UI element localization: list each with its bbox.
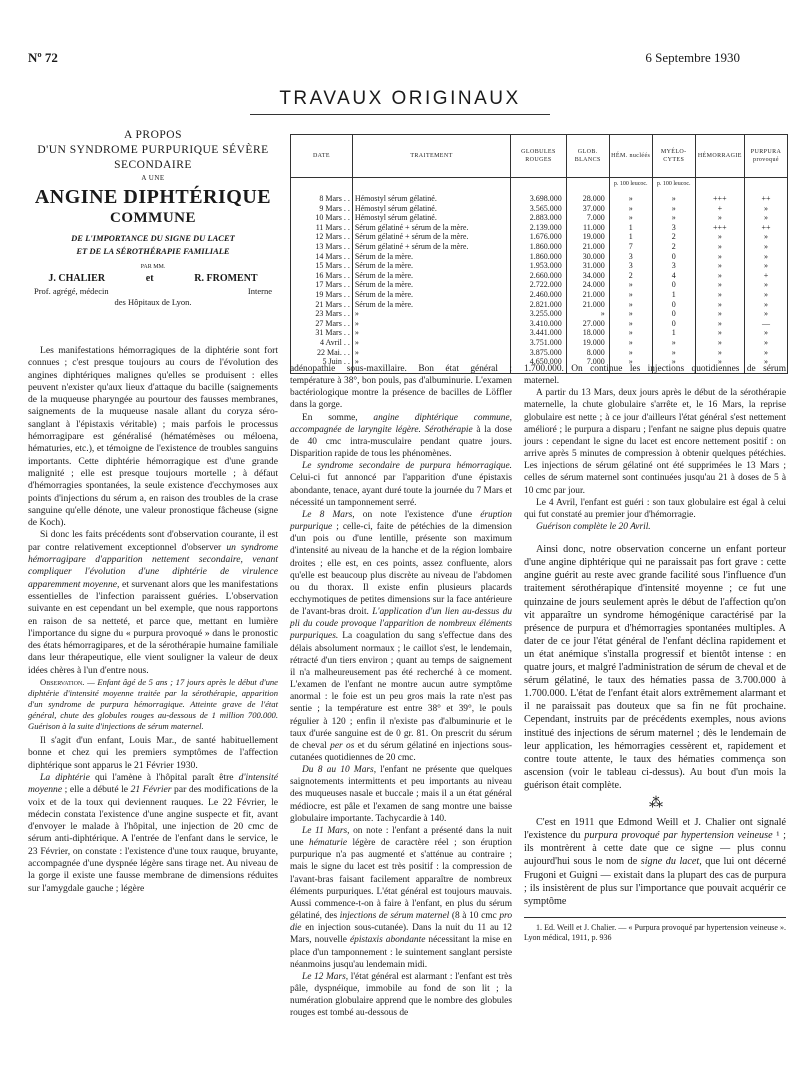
blood-count-table: [290, 134, 788, 374]
table-cell: »: [695, 348, 744, 358]
table-row: [291, 261, 787, 271]
table-cell: 2.660.000: [511, 271, 567, 281]
table-cell: 4 Avril . .: [291, 338, 352, 348]
table-cell: »: [763, 203, 768, 213]
table-cell: »: [352, 309, 510, 319]
subtitle-line-2: ET DE LA SÉROTHÉRAPIE FAMILIALE: [76, 246, 230, 256]
authors: [28, 273, 278, 284]
header-white-cells: GLOB. BLANCS: [566, 135, 609, 178]
table-row: [291, 232, 787, 242]
table-header-row: [291, 135, 787, 178]
table-cell: 3: [609, 261, 652, 271]
table-row: [291, 348, 787, 358]
table-cell: 10 Mars . .: [291, 213, 352, 223]
table-cell: Hémostyl sérum gélatiné.: [352, 213, 510, 223]
table-cell: »: [763, 241, 768, 251]
table-cell: 7: [609, 242, 652, 252]
title-line-3: SECONDAIRE: [114, 159, 192, 171]
title-commune: COMMUNE: [110, 210, 196, 226]
table-cell: »: [652, 194, 695, 204]
table-cell: »: [652, 338, 695, 348]
title-line-1: A PROPOS: [123, 129, 182, 141]
unit-myelocytes: p. 100 leucoc.: [652, 178, 695, 195]
table-cell: 2: [652, 242, 695, 252]
paragraph: Du 8 au 10 Mars, l'enfant ne présente que quelques saignotements intermittents et peu importants au niveau des muqueuses nasale et buccale ; mais il a un état général médiocre, est pâle et l'examen de sang montre une baisse globulaire importante. Tachycardie à 140.: [290, 765, 512, 824]
table-cell: »: [695, 242, 744, 252]
table-cell: »: [695, 213, 744, 223]
table-cell: »: [609, 290, 652, 300]
table-cell: »: [763, 309, 768, 319]
affiliation-1: Prof. agrégé, médecin: [34, 286, 109, 296]
paragraph: Guérison complète le 20 Avril.: [536, 522, 651, 533]
header-hemorrhage: HÉMORRAGIE: [695, 135, 744, 178]
table-cell: »: [566, 309, 609, 319]
table-cell: »: [695, 261, 744, 271]
table-cell: Sérum gélatiné + sérum de la mère.: [352, 232, 510, 242]
text-column-2: [290, 363, 512, 1019]
section-asterism: ⁂: [649, 795, 661, 811]
table-cell: 19.000: [566, 338, 609, 348]
table-cell: 19.000: [566, 232, 609, 242]
table-cell: 3.441.000: [511, 328, 567, 338]
table-cell: 28.000: [566, 194, 609, 204]
table-cell: 9 Mars . .: [291, 204, 352, 214]
table-cell: +: [695, 204, 744, 214]
observation-label: Observation.: [40, 677, 85, 688]
table-cell: 37.000: [566, 204, 609, 214]
table-cell: Sérum de la mère.: [352, 261, 510, 271]
table-cell: 24.000: [566, 280, 609, 290]
text-column-3: [524, 363, 786, 944]
article-title-block: [28, 128, 278, 308]
table-cell: »: [695, 309, 744, 319]
table-cell: 17 Mars . .: [291, 280, 352, 290]
table-row: [291, 300, 787, 310]
table-cell: 27.000: [566, 319, 609, 329]
table-cell: 3.875.000: [511, 348, 567, 358]
table-cell: Sérum gélatiné + sérum de la mère.: [352, 223, 510, 233]
table-cell: 1.676.000: [511, 232, 567, 242]
title-line-4: A UNE: [141, 174, 165, 182]
issue-date: 6 Septembre 1930: [645, 50, 740, 65]
title-rule: [250, 114, 550, 115]
table-cell: »: [763, 337, 768, 347]
table-cell: 2: [609, 271, 652, 281]
table-cell: Sérum de la mère.: [352, 280, 510, 290]
paragraph: Les manifestations hémorragiques de la diphtérie sont fort connues ; c'est presque toujours au cours de l'évolution des angines diphtériques malignes qu'elles se produisent : elles peuvent n'exister qu'aux lieux d'attaque du bacille (saignements de la muqueuse pharyngée au pourtour des fausses membranes, saignements de la muqueuse nasale allant du coryza séro-sanglant à l'épistaxis véritable) ; mais parfois le processus hémorragipare est généralisé (hématémèses ou méloena, hématuries, etc.), et témoigne de l'existence de troubles sanguins importants. Cette diphtérie hémorragique est d'une grande malignité ; elle est presque toujours mortelle ; à défaut d'hémorragies spontanées, la seule existence d'ecchymoses aux points d'injections du sérum a, en raison des troubles de la crase sanguine qu'elle dénote, une valeur pronostique fâcheuse (signe de Koch).: [28, 345, 278, 529]
table-cell: »: [652, 213, 695, 223]
table-cell: »: [763, 213, 768, 223]
table-cell: »: [609, 309, 652, 319]
table-cell: 3: [609, 252, 652, 262]
table-cell: 4: [652, 271, 695, 281]
table-cell: 8 Mars . .: [291, 194, 352, 204]
header-nucleated: HÉM. nucléés: [609, 135, 652, 178]
table-cell: 8.000: [566, 348, 609, 358]
table-cell: 7.000: [566, 213, 609, 223]
paragraph: Il s'agit d'un enfant, Louis Mar., de santé habituellement bonne et chez qui les premiers symptômes de l'affection diphtérique sont apparus le 21 Février 1930.: [28, 735, 278, 771]
table-cell: 27 Mars . .: [291, 319, 352, 329]
table-cell: 31.000: [566, 261, 609, 271]
paragraph: C'est en 1911 que Edmond Weill et J. Chalier ont signalé l'existence du purpura provoqué par hypertension veineuse ¹ ; ils montrèrent à cette date que ce signe — plus connu aujourd'hui sous le nom de signe du lacet, que lui ont décerné Frugoni et Guigni — existait dans la plupart des cas de purpura ; ils insistèrent de plus sur l'importance que pouvait acquérir ce symptôme: [524, 817, 786, 907]
table-cell: Sérum de la mère.: [352, 271, 510, 281]
table-cell: »: [609, 338, 652, 348]
table-cell: 3: [652, 261, 695, 271]
table-cell: »: [695, 232, 744, 242]
paragraph: adénopathie sous-maxillaire. Bon état général : température à 38°, bon pouls, pas d'albuminurie. L'examen bactériologique montre la présence de bacilles de Löffler dans la gorge.: [290, 364, 512, 411]
table-cell: 2.139.000: [511, 223, 567, 233]
table-row: [291, 213, 787, 223]
observation-summary: Observation. — Enfant âgé de 5 ans ; 17 jours après le début d'une diphtérie d'intensité moyenne traitée par la sérothérapie, apparition d'un syndrome de purpura hémorragique. Atteinte grave de l'état général, chute des globules rouges au-dessous de 1 million 700.000. Guérison à la suite d'injections de sérum maternel.: [28, 677, 278, 732]
table-cell: 0: [652, 280, 695, 290]
footnote: 1. Ed. Weill et J. Chalier. — « Purpura provoqué par hypertension veineuse ». Lyon médical, 1911, p. 936: [524, 922, 786, 943]
header-treatment: TRAITEMENT: [352, 135, 510, 178]
table-cell: »: [609, 213, 652, 223]
table-cell: 3.410.000: [511, 319, 567, 329]
table-cell: »: [352, 357, 510, 367]
table-row: [291, 223, 787, 233]
table-cell: 13 Mars . .: [291, 242, 352, 252]
table-row: [291, 204, 787, 214]
table-cell: 22 Mai. . .: [291, 348, 352, 358]
table-cell: 21 Mars . .: [291, 300, 352, 310]
table-cell: Hémostyl sérum gélatiné.: [352, 204, 510, 214]
paragraph: La diphtérie qui l'amène à l'hôpital paraît être d'intensité moyenne ; elle a débuté le 21 Février par des modifications de la voix et de la toux qui deviennent rauques. Le 22 Février, le médecin constata l'existence d'une angine suspecte et fit, avant d'envoyer le malade à l'hôpital, une injection de 20 cmc de sérum anti-diphtérique. A l'entrée de l'enfant dans le service, le 23 Février, on constate : l'existence d'une toux rauque, bruyante, accompagnée d'une dyspnée légère sans tirage net. Au niveau de la gorge il existe une fausse membrane de dimensions réduites sur l'amygdale gauche ; légère: [28, 771, 278, 894]
paragraph: En somme, angine diphtérique commune, accompagnée de laryngite légère. Sérothérapie à la dose de 40 cmc intra-musculaire pendant quatre jours. Disparition rapide de tous les phénomènes.: [290, 412, 512, 460]
affiliations: [28, 286, 278, 297]
unit-nucleated: p. 100 leucoc.: [609, 178, 652, 195]
table-cell: 2: [652, 232, 695, 242]
table-cell: 2.722.000: [511, 280, 567, 290]
table-cell: 1: [609, 232, 652, 242]
table-cell: »: [609, 319, 652, 329]
table-cell: Sérum de la mère.: [352, 300, 510, 310]
table-row: [291, 242, 787, 252]
table-cell: »: [609, 357, 652, 367]
table-cell: ++: [761, 222, 771, 232]
table-cell: »: [695, 280, 744, 290]
table-cell: »: [695, 319, 744, 329]
table-cell: +: [763, 270, 769, 280]
table-cell: »: [609, 328, 652, 338]
table-cell: 0: [652, 252, 695, 262]
section-title: TRAVAUX ORIGINAUX: [279, 88, 521, 109]
paragraph: Le 8 Mars, on note l'existence d'une éruption purpurique ; celle-ci, faite de pétéchies de la dimension d'un pois ou d'une lentille, présente son maximum d'intensité au niveau de la hanche et de la région lombaire droites ; elle est, en ces points, assez confluente, alors qu'elle est beaucoup plus discrète au niveau de l'abdomen ou du thorax. Il existe enfin plusieurs placards ecchymotiques de petites dimensions sur la face antérieure de l'avant-bras droit. L'application d'un lien au-dessus du pli du coude provoque l'apparition de nombreux éléments purpuriques. La coagulation du sang s'effectue dans des délais absolument normaux ; le caillot s'est, le lendemain, rétracté d'un tiers environ ; quant au temps de saignement il n'a malheureusement pas été recherché à ce moment. L'examen de l'enfant ne montre aucun autre symptôme anormal : le foie est un peu gros mais la rate n'est pas sentie ; la température est entre 38° et 39°, le pouls régulier à 120 ; enfin il n'existe pas d'albuminurie et le taux d'urée sanguine est de 0 gr. 81. On prescrit du sérum de cheval per os et du sérum gélatiné en injections sous-cutanées quotidiennes de 20 cmc.: [290, 509, 512, 763]
table-cell: »: [695, 338, 744, 348]
table-cell: »: [609, 194, 652, 204]
table-cell: Sérum de la mère.: [352, 290, 510, 300]
author-1: J. CHALIER: [48, 273, 106, 284]
table-row: [291, 328, 787, 338]
paragraph: Le 4 Avril, l'enfant est guéri : son taux globulaire est égal à celui qui fut constaté au premier jour d'hémorragie.: [524, 497, 786, 520]
table-cell: 30.000: [566, 252, 609, 262]
table-row: [291, 338, 787, 348]
paragraph: 1.700.000. On continue les injections quotidiennes de sérum maternel.: [524, 364, 786, 387]
table-cell: »: [763, 289, 768, 299]
table-cell: »: [763, 251, 768, 261]
table-units-row: [291, 178, 787, 195]
par-mm: PAR MM.: [140, 264, 166, 270]
table-cell: —: [761, 318, 770, 328]
table-cell: 1: [652, 328, 695, 338]
affiliation-1-line-2: des Hôpitaux de Lyon.: [114, 297, 192, 307]
table-cell: »: [352, 328, 510, 338]
paragraph: Le 12 Mars, l'état général est alarmant : l'enfant est très pâle, dyspnéique, immobile au fond de son lit ; la numération globulaire apprend que le nombre des globules rouges est tombé au-dessous de: [290, 971, 512, 1019]
table-row: [291, 252, 787, 262]
table-cell: 2.821.000: [511, 300, 567, 310]
table-cell: 18.000: [566, 328, 609, 338]
table-cell: 21.000: [566, 300, 609, 310]
table-cell: »: [609, 280, 652, 290]
subtitle-line-1: DE L'IMPORTANCE DU SIGNE DU LACET: [71, 233, 235, 243]
table-cell: »: [652, 348, 695, 358]
table-cell: Sérum gélatiné + sérum de la mère.: [352, 242, 510, 252]
table-cell: 15 Mars . .: [291, 261, 352, 271]
issue-number: Nº 72: [28, 50, 58, 65]
table-cell: 14 Mars . .: [291, 252, 352, 262]
text-column-1: [28, 345, 278, 895]
table-cell: 1: [609, 223, 652, 233]
table-cell: 5 Juin . .: [291, 357, 352, 367]
header-red-cells: GLOBULES ROUGES: [511, 135, 567, 178]
footnote-rule: [524, 917, 786, 918]
table-cell: 12 Mars . .: [291, 232, 352, 242]
table-cell: 11 Mars . .: [291, 223, 352, 233]
title-main: ANGINE DIPHTÉRIQUE: [34, 186, 272, 208]
header-myelocytes: MYÉLO-CYTES: [652, 135, 695, 178]
paragraph: Ainsi donc, notre observation concerne un enfant porteur d'une angine diphtérique qui ne paraissait pas fort grave : cette angine guérit au reste avec grande facilité sous l'influence d'un traitement sérothérapique d'intensité moyenne ; ce fut une quinzaine de jours seulement après le début de l'affection qu'on vit apparaître un syndrome hémogénique caractérisé par la présence de purpura et d'hémorragies spontanées multiples. A dater de ce jour l'état général de l'enfant déclina rapidement et un état anémique s'installa progressif et bientôt intense : en quatre jours, et malgré l'administration de sérum de cheval et de sérum gélatiné, le taux des hématies passa de 3.700.000 à 1.700.000. L'état de l'enfant était alors extrêmement alarmant et il ne paraissait pas douteux que sa fin ne fût prochaine. Cependant, instruits par de précédents exemples, nous avions institué des injections de sérum maternel ; dès le lendemain de leur application, les hémorragies cessèrent et, rapidement et contre toute attente, le taux des hématies commença son ascension (voir le tableau ci-dessus). Au bout d'un mois la guérison était complète.: [524, 544, 786, 791]
table-cell: »: [763, 232, 768, 242]
table-cell: 3.751.000: [511, 338, 567, 348]
header-date: DATE: [291, 135, 352, 178]
table-cell: 21.000: [566, 290, 609, 300]
table-cell: »: [763, 328, 768, 338]
table-cell: »: [763, 280, 768, 290]
table-cell: 1.860.000: [511, 252, 567, 262]
table-cell: 0: [652, 309, 695, 319]
table-cell: +++: [695, 194, 744, 204]
table-cell: 2.460.000: [511, 290, 567, 300]
table-cell: »: [652, 204, 695, 214]
table-cell: 0: [652, 300, 695, 310]
table-cell: »: [352, 348, 510, 358]
table-cell: 3.698.000: [511, 194, 567, 204]
table-cell: 3.255.000: [511, 309, 567, 319]
table-cell: »: [652, 357, 695, 367]
table-cell: »: [763, 347, 768, 357]
table-cell: Sérum de la mère.: [352, 252, 510, 262]
paragraph: Le syndrome secondaire de purpura hémorragique. Celui-ci fut annoncé par l'apparition d'une épistaxis abondante, tenace, ayant duré toute la journée du 7 Mars et nécessité un tamponnement serré.: [290, 461, 512, 508]
table-cell: 31 Mars . .: [291, 328, 352, 338]
table-cell: 3.565.000: [511, 204, 567, 214]
table-row: [291, 290, 787, 300]
table-row: [291, 309, 787, 319]
table-cell: »: [695, 252, 744, 262]
paragraph: Le 11 Mars, on note : l'enfant a présenté dans la nuit une hématurie légère de caractère réel ; son éruption purpurique n'a pas augmenté et s'atténue au contraire ; mais le signe du lacet est très positif : la compression de l'avant-bras faisant facilement apparaître de nombreux éléments purpuriques. L'état général est toujours mauvais. Aussi commence-t-on à faire à l'enfant, en plus du sérum gélatiné, des injections de sérum maternel (8 à 10 cmc pro die en injection sous-cutanée). Dans la nuit du 11 au 12 Mars, nouvelle épistaxis abondante nécessitant la mise en place d'un tamponnement : le suintement sanglant persiste néanmoins jusqu'au lendemain midi.: [290, 825, 513, 970]
table-cell: ++: [761, 194, 771, 203]
table-cell: »: [695, 328, 744, 338]
table-cell: 4.650.000: [511, 357, 567, 367]
table-cell: 7.000: [566, 357, 609, 367]
table-cell: 1.860.000: [511, 242, 567, 252]
table-cell: 19 Mars . .: [291, 290, 352, 300]
paragraph: Si donc les faits précédents sont d'observation courante, il est par contre relativement exceptionnel d'observer un syndrome hémorragipare d'apparition nettement secondaire, venant compliquer l'évolution d'une diphtérie de virulence apparemment moyenne, et survenant alors que les manifestations essentielles de l'infection paraissent guéries. L'observation suivante en est cependant un bel exemple, que nous rapportons en raison de sa netteté, et parce que, mettant en lumière l'importance du signe du « purpura provoqué » dans le pronostic des états hémorragipares, et de la sérothérapie humaine familiale dans leur thérapeutique, elle vient souligner la valeur de deux idées chères à l'un d'entre nous.: [28, 529, 278, 676]
table-cell: 23 Mars . .: [291, 309, 352, 319]
author-separator: et: [145, 273, 154, 284]
table-cell: 0: [652, 319, 695, 329]
table-cell: 16 Mars . .: [291, 271, 352, 281]
table-cell: »: [695, 357, 744, 367]
table-cell: »: [695, 290, 744, 300]
table-row: [291, 280, 787, 290]
table-cell: »: [352, 338, 510, 348]
table-row: [291, 319, 787, 329]
table-cell: »: [609, 204, 652, 214]
table-cell: 1: [652, 290, 695, 300]
table-cell: »: [763, 299, 768, 309]
table-cell: 34.000: [566, 271, 609, 281]
table-cell: »: [352, 319, 510, 329]
table-cell: »: [763, 261, 768, 271]
table-row: [291, 271, 787, 281]
table-cell: Hémostyl sérum gélatiné.: [352, 194, 510, 204]
table-row: [291, 194, 787, 204]
table-cell: »: [609, 348, 652, 358]
table-cell: 3: [652, 223, 695, 233]
table-cell: »: [695, 300, 744, 310]
author-2: R. FROMENT: [194, 273, 258, 284]
table-cell: 1.953.000: [511, 261, 567, 271]
affiliation-2: Interne: [247, 286, 272, 296]
table-cell: 11.000: [566, 223, 609, 233]
table-cell: »: [695, 271, 744, 281]
header-purpura: PURPURA provoqué: [744, 135, 787, 178]
table-cell: 21.000: [566, 242, 609, 252]
table-cell: »: [609, 300, 652, 310]
paragraph: A partir du 13 Mars, deux jours après le début de la sérothérapie maternelle, la chute globulaire s'arrête et, le 16 Mars, la reprise globulaire est nette ; à ce jour d'ailleurs l'état général s'est nettement amélioré ; le purpura a disparu ; l'enfant ne saigne plus depuis quatre jours : cependant le signe du lacet est encore nettement positif : on arrive après 5 minutes de compression à obtenir quelques pétéchies. Les injections de sérum gélatiné ont été supprimées le 13 Mars ; celles de sérum maternel sont continuées jusqu'au 21 à doses de 5 à 10 cmc par jour.: [524, 388, 786, 496]
table-cell: +++: [695, 223, 744, 233]
table-cell: 2.883.000: [511, 213, 567, 223]
table-cell: »: [763, 357, 768, 367]
title-line-2: D'UN SYNDROME PURPURIQUE SÉVÈRE: [37, 144, 269, 156]
